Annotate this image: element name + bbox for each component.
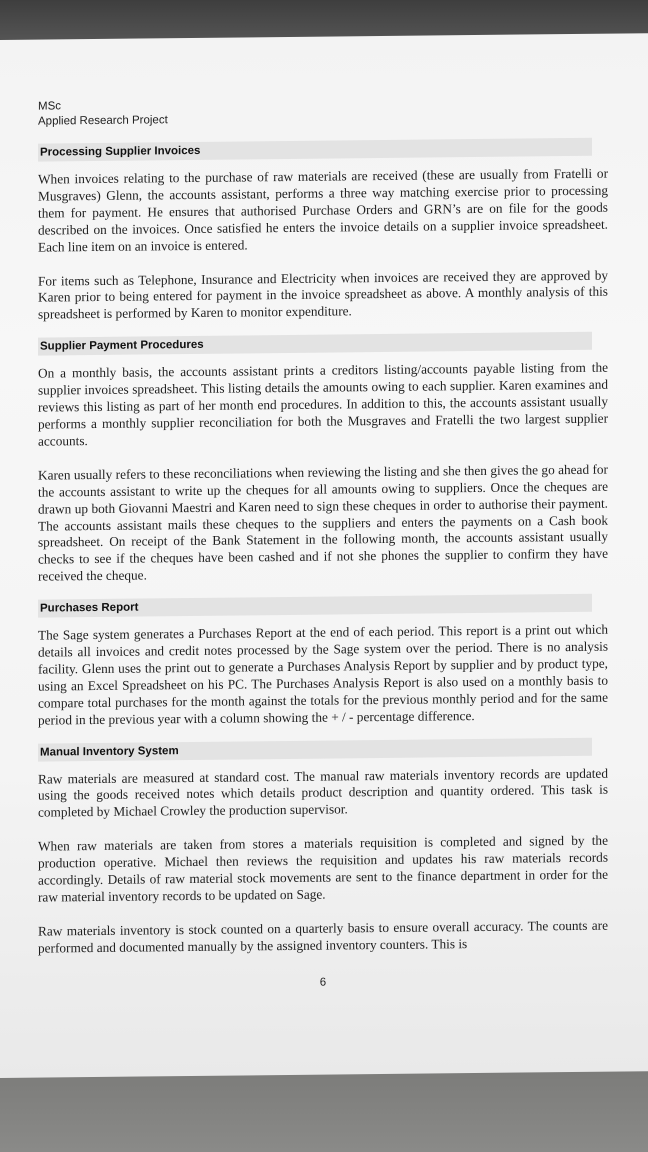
section-title-purchases-report: Purchases Report bbox=[38, 594, 592, 618]
page-number: 6 bbox=[319, 976, 327, 989]
paragraph: On a monthly basis, the accounts assistant prints a creditors listing/accounts payable listing from the supplier invoices spreadsheet. This listing details the amounts owing to each supplier. Karen examines and reviews this listing as part of her month end procedures. In addition to this, the accounts assistant usually performs a monthly supplier reconciliation for both the Musgraves and Fratelli the two largest supplier accounts. bbox=[38, 359, 608, 449]
paragraph: Raw materials inventory is stock counted on a quarterly basis to ensure overall accuracy. The counts are performed and documented manually by the assigned inventory counters. This is bbox=[38, 917, 608, 956]
paragraph: When raw materials are taken from stores a materials requisition is completed and signed by the production operative. Michael then reviews the requisition and updates his raw materials records accordingly. Details of raw material stock movements are sent to the finance department in order for the raw material inventory records to be updated on Sage. bbox=[38, 832, 608, 905]
page-content bbox=[38, 94, 608, 992]
paragraph: Raw materials are measured at standard cost. The manual raw materials inventory records are updated using the goods received notes which details product description and quantity ordered. This task is completed by Michael Crowley the production supervisor. bbox=[38, 765, 608, 820]
section-title-supplier-payment: Supplier Payment Procedures bbox=[38, 332, 592, 356]
section-title-manual-inventory: Manual Inventory System bbox=[38, 737, 592, 761]
paragraph: Karen usually refers to these reconciliations when reviewing the listing and she then gives the go ahead for the accounts assistant to write up the cheques for all amounts owing to suppliers. Once the cheques are drawn up both Giovanni Maestri and Karen need to sign these cheques in order to authorise their payment. The accounts assistant mails these cheques to the suppliers and enters the payments on a Cash book spreadsheet. On receipt of the Bank Statement in the following month, the accounts assistant usually checks to see if the cheques have been cashed and if not she phones the supplier to confirm they have received the cheque. bbox=[38, 461, 608, 584]
paragraph: When invoices relating to the purchase of raw materials are received (these are usually from Fratelli or Musgraves) Glenn, the accounts assistant, performs a three way matching exercise prior to processing them for payment. He ensures that authorised Purchase Orders and GRN’s are on file for the goods described on the invoices. Once satisfied he enters the invoice details on a supplier invoice spreadsheet. Each line item on an invoice is entered. bbox=[38, 165, 608, 255]
header-degree: MSc bbox=[38, 100, 61, 113]
section-title-processing-invoices: Processing Supplier Invoices bbox=[38, 138, 592, 162]
paragraph: For items such as Telephone, Insurance and Electricity when invoices are received they are approved by Karen prior to being entered for payment in the invoice spreadsheet as above. A monthly analysis of this spreadsheet is performed by Karen to monitor expenditure. bbox=[38, 267, 608, 322]
paragraph: The Sage system generates a Purchases Report at the end of each period. This report is a print out which details all invoices and credit notes processed by the Sage system over the period. There is no analysis facility. Glenn uses the print out to generate a Purchases Analysis Report by supplier and by product type, using an Excel Spreadsheet on his PC. The Purchases Analysis Report is also used on a monthly basis to compare total purchases for the month against the totals for the previous monthly period and for the same period in the previous year with a column showing the + / - percentage difference. bbox=[38, 621, 608, 728]
document-page bbox=[0, 33, 648, 1078]
header-project: Applied Research Project bbox=[38, 114, 168, 128]
